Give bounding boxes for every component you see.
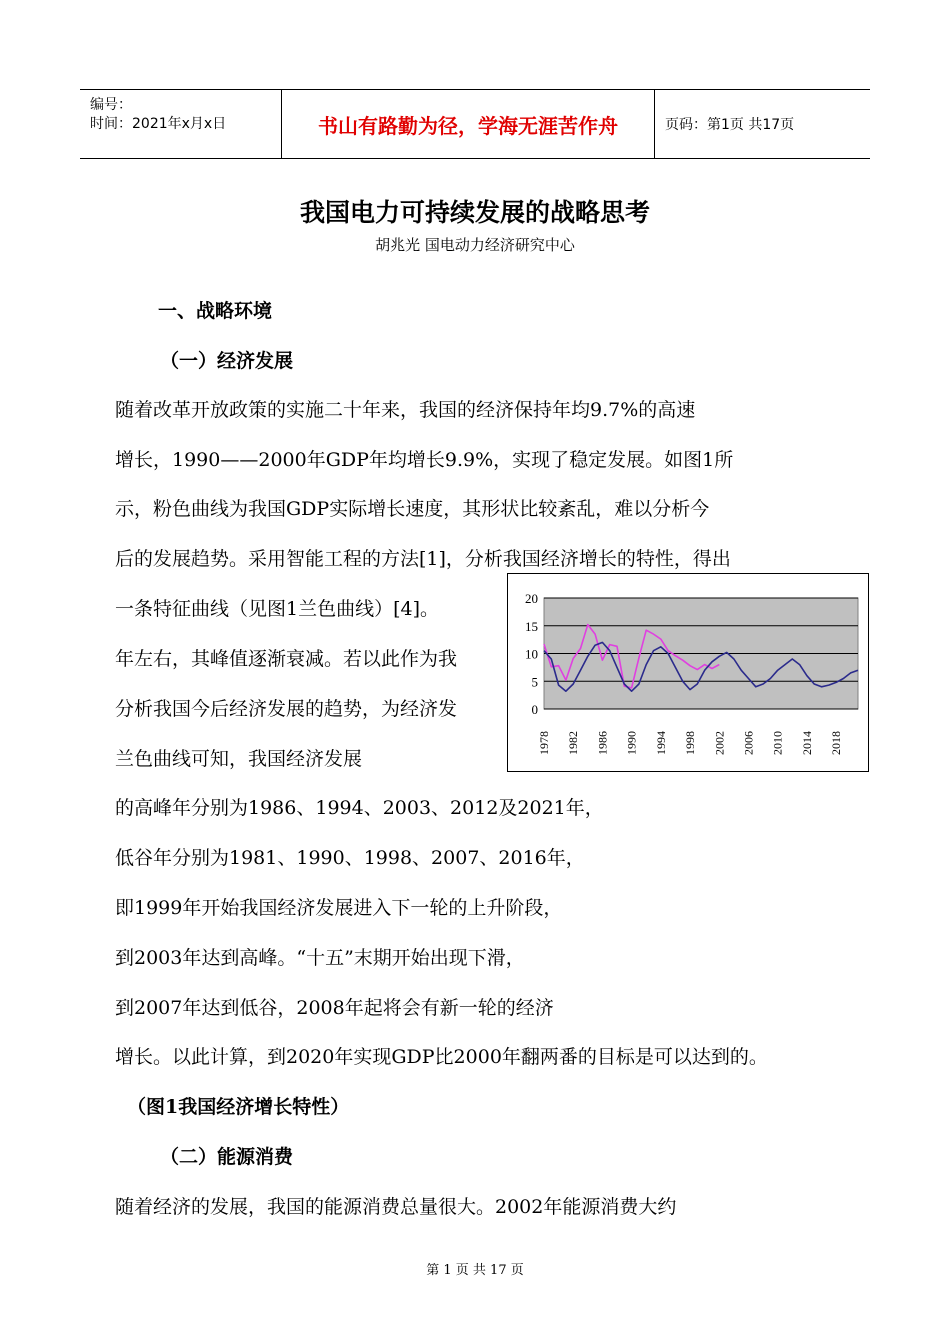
body-line: 低谷年分别为1981、1990、1998、2007、2016年， [115,847,585,869]
x-tick-label: 1986 [595,731,610,755]
x-tick-label: 1978 [537,731,551,755]
chart-svg [508,574,868,771]
body-line: 分析我国今后经济发展的趋势，为经济发 [115,698,458,720]
header-motto: 书山有路勤为径，学海无涯苦作舟 [282,90,655,158]
y-tick-label: 15 [525,618,538,634]
x-tick-label: 1998 [683,731,698,755]
body-line: 的高峰年分别为1986、1994、2003、2012及2021年， [115,797,604,819]
figure-caption: （图1我国经济增长特性） [127,1096,350,1118]
subsection-heading: （一）经济发展 [160,350,294,372]
x-tick-label: 1982 [566,731,581,755]
body-line: 到2003年达到高峰。“十五”末期开始出现下滑， [115,947,525,969]
x-tick-label: 1990 [624,731,639,755]
x-tick-label: 2014 [799,731,814,755]
subsection-heading-2: （二）能源消费 [160,1146,294,1168]
y-tick-label: 10 [525,646,538,662]
header-table [80,89,870,159]
body-line: 增长，1990——2000年GDP年均增长9.9%，实现了稳定发展。如图1所 [115,449,734,471]
body-line: 随着改革开放政策的实施二十年来，我国的经济保持年均9.7%的高速 [115,399,696,421]
x-tick-label: 1994 [653,731,668,755]
document-author: 胡兆光 国电动力经济研究中心 [375,236,575,254]
y-tick-label: 5 [531,674,538,690]
document-title: 我国电力可持续发展的战略思考 [299,198,650,227]
body-line: 到2007年达到低谷，2008年起将会有新一轮的经济 [115,997,554,1019]
y-tick-label: 20 [525,591,538,606]
body-line: 兰色曲线可知，我国经济发展 [115,748,363,770]
header-meta [80,90,282,158]
x-tick-label: 2002 [712,731,727,755]
x-tick-label: 2010 [770,731,785,755]
date-label: 时间：2021年x月x日 [90,116,227,132]
body-line: 一条特征曲线（见图1兰色曲线）[4]。 [115,598,440,620]
body-line: 年左右，其峰值逐渐衰减。若以此作为我 [115,648,458,670]
header-page-info: 页码：第1页 共17页 [665,117,795,133]
section-heading: 一、战略环境 [158,300,273,322]
body-line: 后的发展趋势。采用智能工程的方法[1]，分析我国经济增长的特性，得出 [115,548,731,570]
number-label: 编号： [90,97,132,113]
x-tick-label: 2006 [741,731,756,755]
gdp-growth-chart [507,573,869,772]
y-tick-label: 0 [531,702,538,717]
page-footer: 第 1 页 共 17 页 [426,1263,524,1278]
x-tick-label: 2018 [829,731,844,755]
body-line: 即1999年开始我国经济发展进入下一轮的上升阶段， [115,897,563,919]
body-line-last: 随着经济的发展，我国的能源消费总量很大。2002年能源消费大约 [115,1196,677,1218]
body-line: 增长。以此计算，到2020年实现GDP比2000年翻两番的目标是可以达到的。 [115,1046,768,1068]
body-line: 示，粉色曲线为我国GDP实际增长速度，其形状比较紊乱，难以分析今 [115,498,710,520]
